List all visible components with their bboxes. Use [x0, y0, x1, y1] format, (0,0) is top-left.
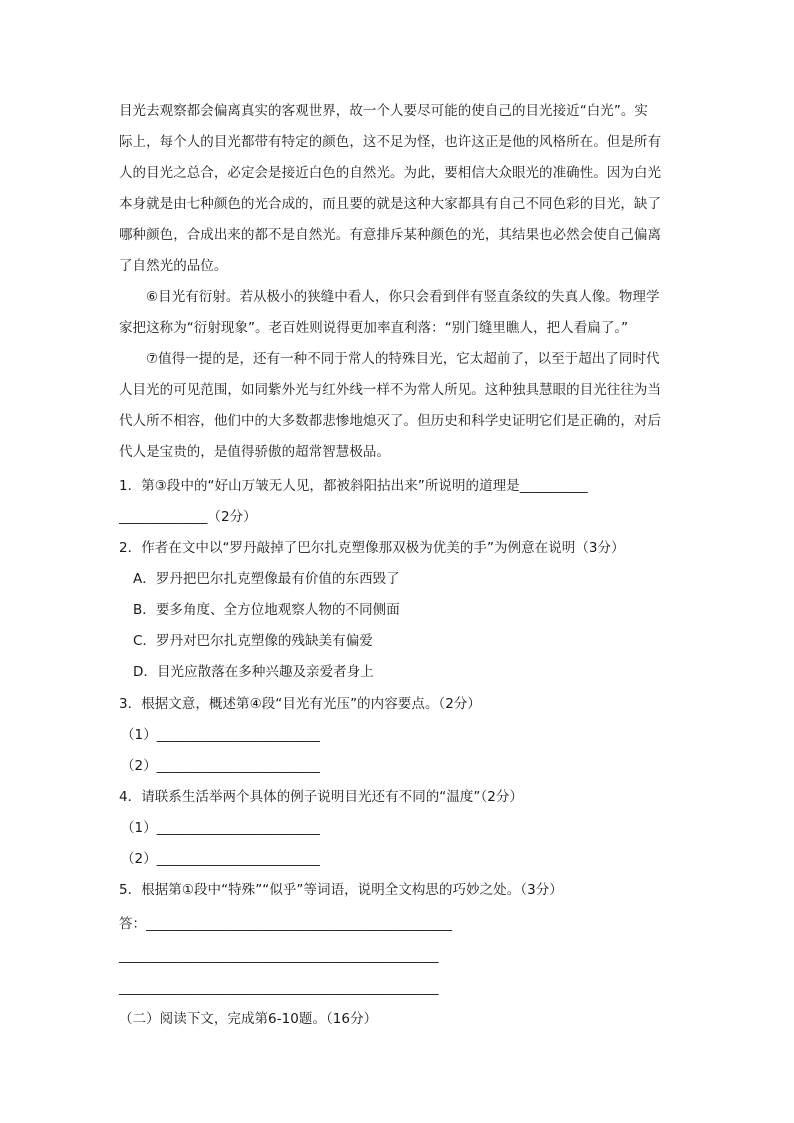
- paragraph-line: 际上，每个人的目光都带有特定的颜色，这不足为怪，也许这正是他的风格所在。但是所有: [119, 134, 661, 150]
- option-c[interactable]: C．罗丹对巴尔扎克塑像的残缺美有偏爱: [133, 633, 373, 649]
- paragraph-line: 家把这称为“衍射现象”。老百姓则说得更加率直利落：“别门缝里瞧人，把人看扁了。”: [119, 320, 629, 336]
- answer-blank-2[interactable]: （2）________________________: [121, 758, 320, 774]
- question-5-stem: 5．根据第①段中“特殊”“似乎”等词语，说明全文构思的巧妙之处。（3分）: [119, 882, 563, 898]
- paragraph-line: 人目光的可见范围，如同紫外光与红外线一样不为常人所见。这种独具慧眼的目光往往为当: [119, 382, 661, 398]
- answer-line-3[interactable]: _______________________________________________: [119, 980, 439, 996]
- answer-line-1[interactable]: 答：_____________________________________________: [119, 916, 453, 932]
- paragraph-line: ⑥目光有衍射。若从极小的狭缝中看人，你只会看到伴有竖直条纹的失真人像。物理学: [146, 289, 660, 305]
- section-heading: （二）阅读下文，完成第6-10题。（16分）: [119, 1011, 378, 1027]
- paragraph-line: 哪种颜色，合成出来的都不是自然光。有意排斥某种颜色的光，其结果也必然会使自己偏离: [119, 227, 661, 243]
- question-2-stem: 2．作者在文中以“罗丹敲掉了巴尔扎克塑像那双极为优美的手”为例意在说明（3分）: [119, 540, 625, 556]
- paragraph-line: 目光去观察都会偏离真实的客观世界，故一个人要尽可能的使自己的目光接近“白光”。实: [119, 103, 648, 119]
- option-a[interactable]: A．罗丹把巴尔扎克塑像最有价值的东西毁了: [133, 571, 400, 587]
- question-1-stem: 1．第③段中的“好山万皱无人见，都被斜阳拈出来”所说明的道理是__________: [119, 478, 588, 494]
- option-d[interactable]: D．目光应散落在多种兴趣及亲爱者身上: [133, 664, 374, 680]
- answer-blank-2[interactable]: （2）________________________: [121, 851, 320, 867]
- answer-blank-1[interactable]: （1）________________________: [121, 727, 320, 743]
- paragraph-line: 本身就是由七种颜色的光合成的，而且要的就是这种大家都具有自己不同色彩的目光，缺了: [119, 196, 661, 212]
- answer-line-2[interactable]: _______________________________________________: [119, 948, 439, 964]
- option-b[interactable]: B．要多角度、全方位地观察人物的不同侧面: [133, 602, 400, 618]
- paragraph-line: 人的目光之总合，必定会是接近白色的自然光。为此，要相信大众眼光的准确性。因为白光: [119, 165, 661, 181]
- answer-blank-1[interactable]: （1）________________________: [121, 820, 320, 836]
- question-1-blank[interactable]: _____________（2分）: [119, 509, 257, 525]
- question-4-stem: 4．请联系生活举两个具体的例子说明目光还有不同的“温度”（2分）: [119, 789, 524, 805]
- paragraph-line: 了自然光的品位。: [119, 258, 228, 274]
- paragraph-line: 代人是宝贵的，是值得骄傲的超常智慧极品。: [119, 444, 390, 460]
- paragraph-line: ⑦值得一提的是，还有一种不同于常人的特殊目光，它太超前了，以至于超出了同时代: [146, 351, 660, 367]
- paragraph-line: 代人所不相容，他们中的大多数都悲惨地熄灭了。但历史和科学史证明它们是正确的，对后: [119, 413, 661, 429]
- question-3-stem: 3．根据文意，概述第④段“目光有光压”的内容要点。（2分）: [119, 696, 481, 712]
